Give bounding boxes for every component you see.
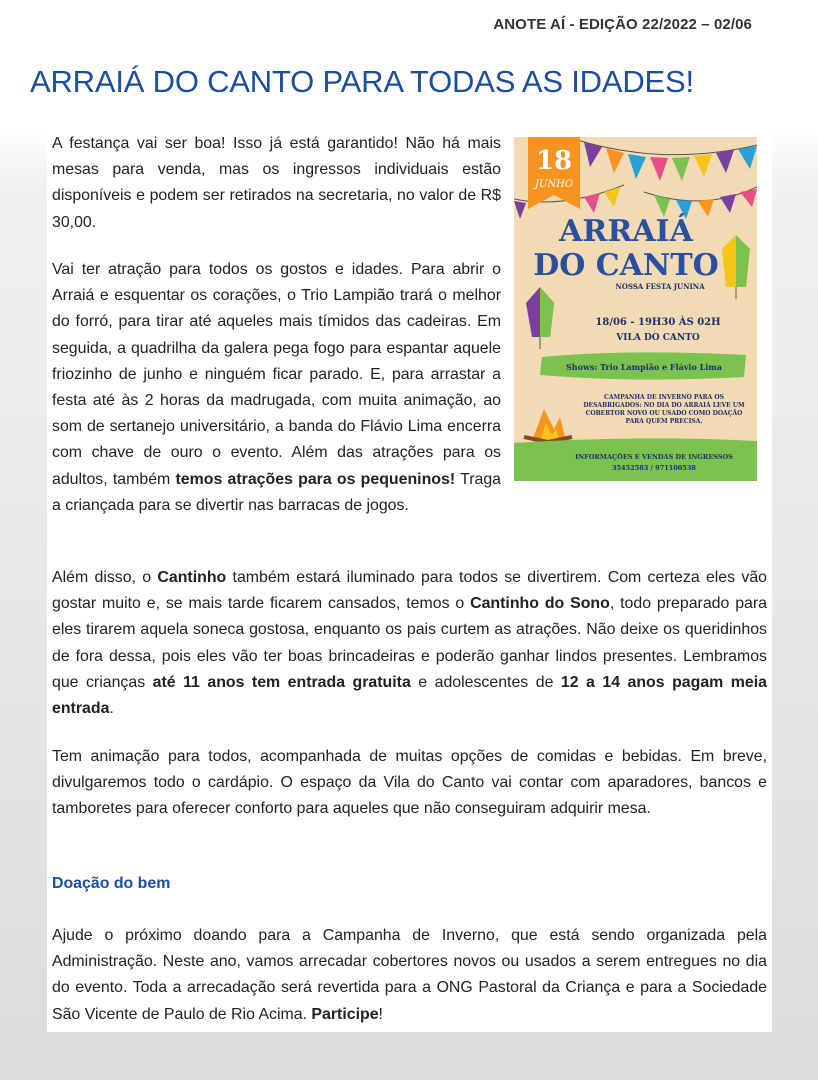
poster-venue: VILA DO CANTO [616,333,700,343]
edition-header: ANOTE AÍ - EDIÇÃO 22/2022 – 02/06 [493,16,752,33]
poster-campaign-line: PARA QUEM PRECISA. [625,418,703,425]
bold-text: Cantinho [157,569,227,586]
page-title: ARRAIÁ DO CANTO PARA TODAS AS IDADES! [30,64,694,99]
poster-phones: 35452583 / 971100538 [612,464,696,472]
text-span: também estará iluminado para todos se divertirem. Com certeza eles vão gostar muito e, se mais tarde ficarem cansados, temos o [52,569,767,613]
poster-campaign-line: CAMPANHA DE INVERNO PARA OS [604,394,724,401]
bold-text: Cantinho do Sono [470,595,610,613]
paragraph-food: Tem animação para todos, acompanhada de muitas opções de comidas e bebidas. Em breve, divulgaremos todo o cardápio. O espaço da Vila do Canto vai contar com aparadores, bancos e tamboretes para oferecer conforto para aqueles que não conseguiram adquirir mesa. [52,748,767,818]
text-span: Vai ter atração para todos os gostos e idades. Para abrir o Arraiá e esquentar os corações, o Trio Lampião trará o melhor do forró, para tirar até aqueles mais tímidos das cadeiras. Em seguida, a quadrilha da galera pega fogo para espantar aquele friozinho de junho e ninguém ficar parado. E, para arrastar a festa até às 2 horas da madrugada, com muita animação, ao som de sertanejo universitário, a banda do Flávio Lima encerra com chave de ouro o evento. Além das atrações para os adultos, também [52,261,501,488]
poster-graphic [514,137,757,481]
bold-text: temos atrações para os pequeninos! [175,470,456,488]
paragraph-donation [52,923,767,1028]
poster-title-line1: ARRAIÁ [559,214,693,249]
poster-day: 18 [535,146,573,176]
festa-junina-poster [514,137,757,481]
paragraph-cantinho [52,565,767,722]
poster-campaign-line: COBERTOR NOVO OU USADO COMO DOAÇÃO [585,410,743,417]
paragraph-attractions [52,257,501,519]
bold-text: até 11 anos tem entrada gratuita [152,673,411,691]
text-span: ! [378,1005,383,1023]
lantern-icon [526,287,554,349]
lantern-icon [722,235,750,299]
poster-campaign-line: DESABRIGADOS: NO DIA DO ARRAIÁ LEVE UM [583,402,745,409]
poster-subtitle: NOSSA FESTA JUNINA [615,282,705,291]
poster-info: INFORMAÇÕES E VENDAS DE INGRESSOS [575,453,733,461]
text-span: e adolescentes de [410,673,561,691]
poster-shows: Shows: Trio Lampião e Flávio Lima [566,362,722,372]
text-span: . [109,700,114,718]
bold-text: 12 a 14 anos pagam meia entrada [52,673,767,718]
poster-month: JUNHO [534,179,574,190]
section-heading-donation: Doação do bem [52,875,171,892]
paragraph-intro: A festança vai ser boa! Isso já está garantido! Não há mais mesas para venda, mas os ingressos individuais estão disponíveis e podem ser retirados na secretaria, no valor de R$ 30,00. [52,135,501,231]
text-span: Ajude o próximo doando para a Campanha de Inverno, que está sendo organizada pela Administração. Neste ano, vamos arrecadar cobertores novos ou usados a serem entregues no dia do evento. Toda a arrecadação será revertida para a ONG Pastoral da Criança e para a Sociedade São Vicente de Paulo de Rio Acima. [52,927,767,1023]
bold-text: Participe [311,1005,379,1023]
text-span: Traga a criançada para se divertir nas barracas de jogos. [52,470,501,514]
text-span: , todo preparado para eles tirarem aquela soneca gostosa, enquanto os pais curtem as atrações. Não deixe os queridinhos de fora dessa, pois eles vão ter boas brincadeiras e poderão ganhar lindos presentes. Lembramos que crianças [52,595,768,691]
poster-datetime: 18/06 - 19H30 ÀS 02H [595,317,721,328]
poster-title-line2: DO CANTO [533,248,719,283]
article-body [47,130,772,1032]
text-span: Além disso, o [52,569,158,586]
